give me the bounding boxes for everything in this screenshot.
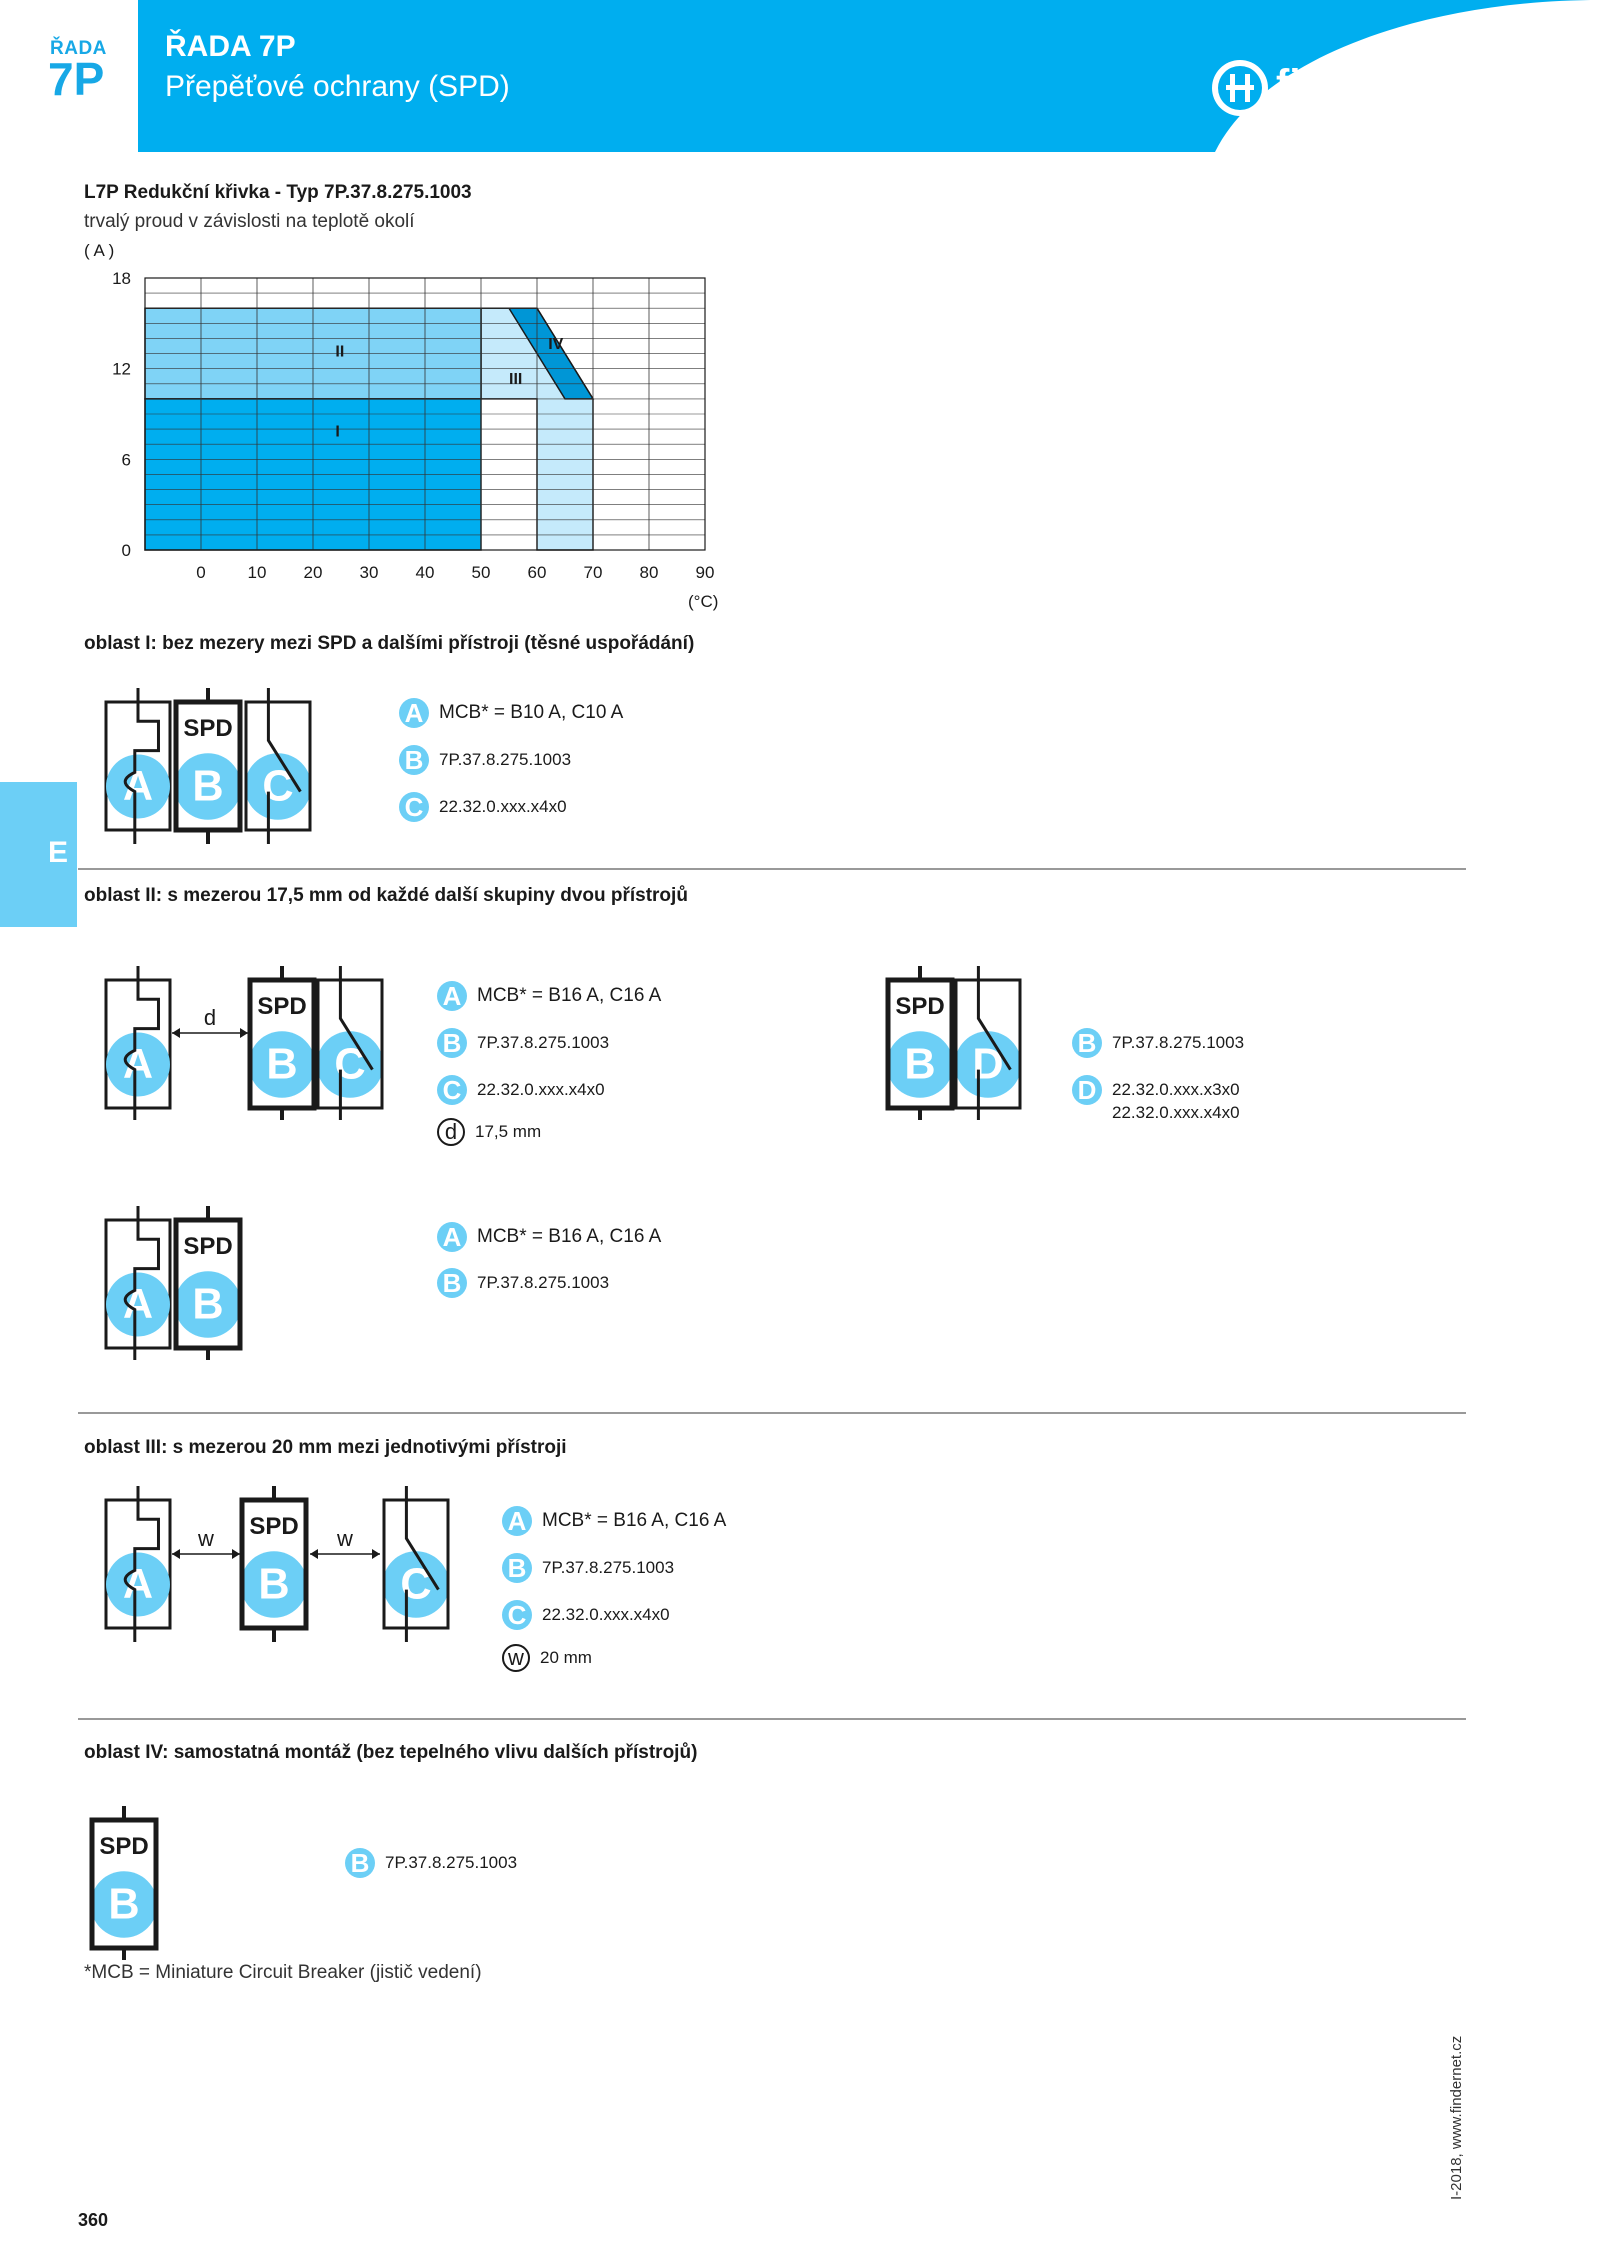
badge-c-icon: C	[437, 1075, 467, 1105]
area-2-right-diagram	[880, 950, 1050, 1120]
area-2-right-legend-b	[1072, 1028, 1244, 1058]
area-3-legend-a	[502, 1506, 726, 1536]
badge-b-icon: B	[437, 1028, 467, 1058]
legend-text: 7P.37.8.275.1003	[385, 1853, 518, 1872]
x-tick-label: 30	[359, 563, 379, 582]
edition-text: I-2018, www.findernet.cz	[1448, 2035, 1465, 2200]
badge-b-icon: B	[437, 1268, 467, 1298]
y-axis-label: ( A )	[84, 241, 115, 260]
x-axis-label: (°C)	[688, 592, 719, 611]
letter-d: D	[972, 1040, 1004, 1089]
legend-text: 22.32.0.xxx.x4x0	[439, 797, 567, 816]
legend-text: 20 mm	[540, 1648, 592, 1667]
y-tick-label: 0	[121, 541, 131, 560]
badge-a-icon: A	[502, 1506, 532, 1536]
legend-text: 17,5 mm	[475, 1122, 542, 1141]
area-1-legend-c	[399, 792, 567, 822]
region-label: III	[509, 370, 523, 388]
letter-b: B	[258, 1560, 290, 1609]
badge-b-icon: B	[399, 745, 429, 775]
legend-text: MCB* = B16 A, C16 A	[542, 1510, 727, 1531]
page-title: ŘADA 7P	[165, 30, 296, 63]
area-2-legend2-b	[437, 1268, 609, 1298]
badge-c-icon: C	[502, 1600, 532, 1630]
spd-label: SPD	[249, 1513, 299, 1540]
area-3-legend-w	[502, 1644, 592, 1672]
area-2-title: oblast II: s mezerou 17,5 mm od každé další skupiny dvou přístrojů	[84, 885, 688, 906]
region-label: I	[335, 423, 340, 441]
area-4-legend-b	[345, 1848, 517, 1878]
y-tick-label: 6	[121, 450, 131, 470]
gap-label: d	[203, 1005, 217, 1030]
x-tick-label: 20	[303, 563, 323, 582]
legend-text: MCB* = B16 A, C16 A	[477, 1226, 662, 1247]
area-3-diagram	[100, 1470, 480, 1650]
badge-b-icon: B	[1072, 1028, 1102, 1058]
footnote: *MCB = Miniature Circuit Breaker (jistič vedení)	[84, 1962, 482, 1983]
area-2-legend2-a	[437, 1222, 661, 1252]
area-1-diagram	[100, 670, 330, 850]
badge-c-icon: C	[399, 792, 429, 822]
gap-label: w	[337, 1526, 353, 1551]
letter-b: B	[266, 1040, 298, 1089]
area-3-title: oblast III: s mezerou 20 mm mezi jednotivými přístroji	[84, 1437, 567, 1458]
legend-text: 7P.37.8.275.1003	[439, 750, 572, 769]
letter-b: B	[904, 1040, 936, 1089]
x-tick-label: 80	[639, 563, 659, 582]
section-tab-letter: E	[48, 836, 69, 869]
badge-a-icon: A	[437, 1222, 467, 1252]
area-2-legend-d	[437, 1118, 541, 1146]
letter-b: B	[192, 1280, 224, 1329]
chart-heading: L7P Redukční křivka - Typ 7P.37.8.275.1003	[84, 182, 472, 203]
area-4-title: oblast IV: samostatná montáž (bez tepelného vlivu dalších přístrojů)	[84, 1742, 698, 1763]
x-tick-label: 0	[196, 563, 206, 582]
gap-label: w	[198, 1526, 214, 1551]
badge-w-icon: w	[502, 1644, 530, 1672]
area-1-legend-b	[399, 745, 571, 775]
area-1-title: oblast I: bez mezery mezi SPD a dalšími přístroji (těsné uspořádání)	[84, 633, 695, 654]
letter-c: C	[334, 1040, 366, 1089]
badge-a-icon: A	[437, 981, 467, 1011]
page-number: 360	[78, 2210, 109, 2230]
legend-text: 7P.37.8.275.1003	[542, 1558, 675, 1577]
legend-text: MCB* = B10 A, C10 A	[439, 702, 624, 723]
legend-text: 22.32.0.xxx.x3x0	[1112, 1080, 1240, 1099]
logo-text: finder	[1276, 62, 1388, 106]
area-2-legend-c	[437, 1075, 605, 1105]
spd-label: SPD	[257, 993, 307, 1020]
y-tick-label: 12	[112, 359, 131, 379]
region-label: IV	[548, 336, 564, 354]
series-label: ŘADA	[50, 38, 107, 59]
x-tick-label: 40	[415, 563, 435, 582]
badge-b-icon: B	[502, 1553, 532, 1583]
area-2-diagram-2	[100, 1190, 260, 1360]
area-1-legend-a	[399, 698, 623, 728]
legend-text: MCB* = B16 A, C16 A	[477, 985, 662, 1006]
spd-label: SPD	[183, 715, 233, 742]
letter-c: C	[262, 762, 294, 811]
area-2-legend-b	[437, 1028, 609, 1058]
badge-a-icon: A	[399, 698, 429, 728]
region-label: II	[335, 343, 345, 361]
finder-logo-icon	[1212, 60, 1268, 116]
spd-label: SPD	[183, 1233, 233, 1260]
letter-b: B	[192, 762, 224, 811]
x-tick-label: 60	[527, 563, 547, 582]
x-tick-label: 70	[583, 563, 603, 582]
area-4-diagram	[70, 1790, 180, 1960]
letter-a: A	[122, 1039, 154, 1087]
divider	[78, 1718, 1466, 1720]
chart-subheading: trvalý proud v závislosti na teplotě okolí	[84, 211, 415, 232]
spd-label: SPD	[895, 993, 945, 1020]
letter-a: A	[122, 1279, 154, 1327]
legend-text-extra: 22.32.0.xxx.x4x0	[1112, 1103, 1240, 1122]
area-2-diagram	[100, 950, 400, 1120]
area-2-right-legend-d	[1072, 1075, 1240, 1105]
y-tick-label: 18	[112, 269, 131, 288]
x-tick-label: 10	[247, 563, 267, 582]
letter-a: A	[122, 761, 154, 809]
legend-text: 22.32.0.xxx.x4x0	[542, 1605, 670, 1624]
legend-text: 7P.37.8.275.1003	[1112, 1033, 1245, 1052]
area-3-legend-b	[502, 1553, 674, 1583]
letter-c: C	[400, 1560, 432, 1609]
x-tick-label: 90	[695, 563, 715, 582]
page-subtitle: Přepěťové ochrany (SPD)	[165, 70, 510, 103]
legend-text: 7P.37.8.275.1003	[477, 1033, 610, 1052]
series-code: 7P	[48, 53, 105, 105]
letter-b: B	[108, 1880, 140, 1929]
area-2-legend-a	[437, 981, 661, 1011]
divider	[78, 868, 1466, 870]
legend-text: 22.32.0.xxx.x4x0	[477, 1080, 605, 1099]
area-3-legend-c	[502, 1600, 670, 1630]
letter-a: A	[122, 1559, 154, 1607]
legend-text: 7P.37.8.275.1003	[477, 1273, 610, 1292]
derating-chart	[100, 260, 740, 600]
badge-d-icon: d	[437, 1118, 465, 1146]
badge-d-icon: D	[1072, 1075, 1102, 1105]
x-tick-label: 50	[471, 563, 491, 582]
badge-b-icon: B	[345, 1848, 375, 1878]
divider	[78, 1412, 1466, 1414]
spd-label: SPD	[99, 1833, 149, 1860]
